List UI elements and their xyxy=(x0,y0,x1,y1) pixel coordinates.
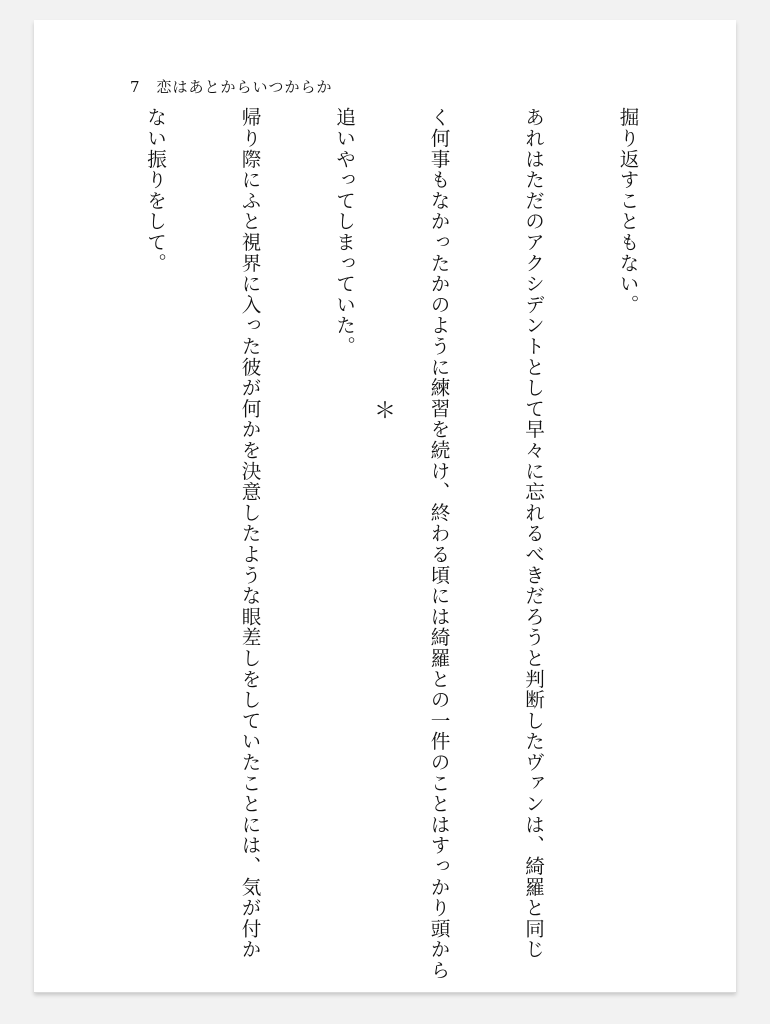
chapter-title: 恋はあとからいつからか xyxy=(156,78,333,96)
page-number: 7 xyxy=(130,78,141,96)
text-line: 追いやってしまっていた。 xyxy=(332,107,356,357)
vertical-body-text xyxy=(0,107,706,981)
text-line: 帰り際にふと視界に入った彼が何かを決意したような眼差しをしていたことには、気が付か xyxy=(238,107,261,960)
text-line: ない振りをして。 xyxy=(143,107,167,274)
text-line: あれはただのアクシデントとして早々に忘れるべきだろうと判断したヴァンは、綺羅と同じ xyxy=(521,107,545,960)
page-header xyxy=(130,76,333,97)
blank-line xyxy=(45,107,77,887)
text-line: く何事もなかったかのように練習を続け、終わる頃には綺羅との一件のことはすっかり頭から xyxy=(427,107,450,981)
text-line: 掘り返すこともない。 xyxy=(616,107,639,315)
scene-separator: ＊ xyxy=(374,399,397,424)
book-page xyxy=(34,20,736,992)
